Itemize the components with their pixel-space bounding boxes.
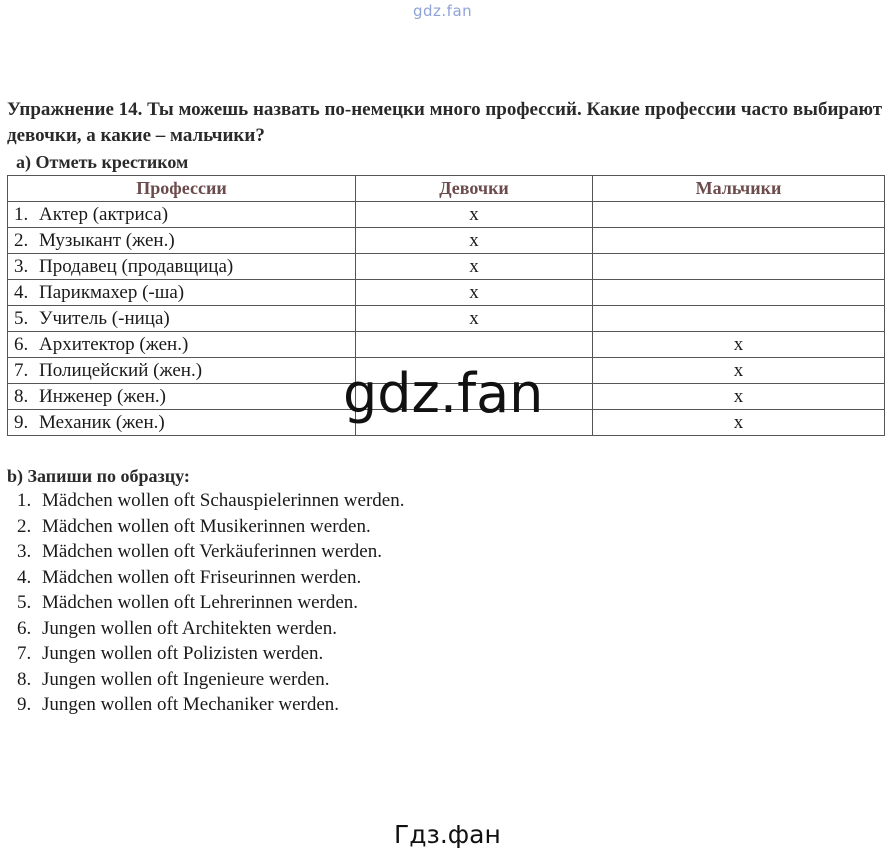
sentence-list — [17, 488, 404, 718]
sentence-text: Mädchen wollen oft Lehrerinnen werden. — [42, 592, 359, 613]
profession-cell — [8, 228, 356, 254]
profession-cell — [8, 332, 356, 358]
profession-cell — [8, 358, 356, 384]
sentence-text: Jungen wollen oft Mechaniker werden. — [42, 694, 340, 715]
header-girls: Девочки — [356, 176, 593, 202]
profession-name: Актер (актриса) — [39, 204, 169, 225]
profession-name: Учитель (-ница) — [39, 308, 170, 329]
boys-mark — [593, 306, 885, 332]
item-number: 7. — [17, 643, 32, 664]
exercise-heading: Упражнение 14. Ты можешь назвать по-немецки много профессий. Какие профессии часто выбирают девочки, а какие – мальчики? — [7, 99, 883, 146]
girls-mark: x — [356, 202, 593, 228]
part-a-label: a) Отметь крестиком — [16, 152, 189, 172]
table-header-row — [8, 176, 885, 202]
girls-mark: x — [356, 254, 593, 280]
boys-mark — [593, 280, 885, 306]
girls-mark — [356, 332, 593, 358]
profession-name: Механик (жен.) — [39, 412, 165, 433]
profession-name: Музыкант (жен.) — [39, 230, 175, 251]
profession-cell — [8, 280, 356, 306]
profession-name: Инженер (жен.) — [39, 386, 166, 407]
table-row — [8, 332, 885, 358]
list-item — [17, 616, 404, 642]
list-item — [17, 565, 404, 591]
row-number: 8. — [14, 386, 29, 407]
girls-mark: x — [356, 306, 593, 332]
sentence-text: Mädchen wollen oft Musikerinnen werden. — [42, 515, 371, 537]
list-item — [17, 539, 404, 565]
item-number: 3. — [17, 541, 32, 562]
boys-mark: x — [593, 410, 885, 436]
boys-mark: x — [593, 358, 885, 384]
bottom-watermark: Гдз.фан — [394, 820, 501, 849]
top-watermark: gdz.fan — [413, 2, 473, 20]
boys-mark: x — [593, 332, 885, 358]
item-number: 6. — [17, 617, 32, 639]
profession-cell — [8, 384, 356, 410]
row-number: 5. — [14, 308, 29, 329]
sentence-text: Jungen wollen oft Ingenieure werden. — [42, 668, 330, 690]
table-row — [8, 306, 885, 332]
boys-mark — [593, 202, 885, 228]
sentence-text: Mädchen wollen oft Schauspielerinnen werden. — [42, 490, 405, 511]
item-number: 8. — [17, 668, 32, 690]
row-number: 9. — [14, 412, 29, 433]
profession-name: Продавец (продавщица) — [39, 256, 234, 277]
profession-cell — [8, 254, 356, 280]
profession-cell — [8, 410, 356, 436]
item-number: 4. — [17, 566, 32, 588]
table-row — [8, 280, 885, 306]
list-item — [17, 667, 404, 693]
sentence-text: Jungen wollen oft Architekten werden. — [42, 617, 337, 639]
boys-mark: x — [593, 384, 885, 410]
row-number: 1. — [14, 204, 29, 225]
profession-cell — [8, 306, 356, 332]
item-number: 5. — [17, 592, 32, 613]
part-b-label: b) Запиши по образцу: — [7, 466, 190, 486]
header-boys: Мальчики — [593, 176, 885, 202]
sentence-text: Mädchen wollen oft Friseurinnen werden. — [42, 566, 362, 588]
item-number: 9. — [17, 694, 32, 715]
item-number: 2. — [17, 515, 32, 537]
row-number: 3. — [14, 256, 29, 277]
girls-mark: x — [356, 228, 593, 254]
table-row — [8, 202, 885, 228]
profession-name: Парикмахер (-ша) — [39, 282, 185, 303]
row-number: 6. — [14, 334, 29, 355]
center-watermark: gdz.fan — [343, 362, 544, 425]
boys-mark — [593, 254, 885, 280]
list-item — [17, 590, 404, 616]
list-item — [17, 488, 404, 514]
sentence-text: Jungen wollen oft Polizisten werden. — [42, 643, 324, 664]
table-row — [8, 254, 885, 280]
table-row — [8, 228, 885, 254]
girls-mark: x — [356, 280, 593, 306]
header-professions: Профессии — [8, 176, 356, 202]
row-number: 7. — [14, 360, 29, 381]
sentence-text: Mädchen wollen oft Verkäuferinnen werden. — [42, 541, 382, 562]
item-number: 1. — [17, 490, 32, 511]
list-item — [17, 514, 404, 540]
list-item — [17, 692, 404, 718]
row-number: 4. — [14, 282, 29, 303]
list-item — [17, 641, 404, 667]
profession-name: Архитектор (жен.) — [39, 334, 189, 355]
row-number: 2. — [14, 230, 29, 251]
profession-cell — [8, 202, 356, 228]
boys-mark — [593, 228, 885, 254]
profession-name: Полицейский (жен.) — [39, 360, 203, 381]
